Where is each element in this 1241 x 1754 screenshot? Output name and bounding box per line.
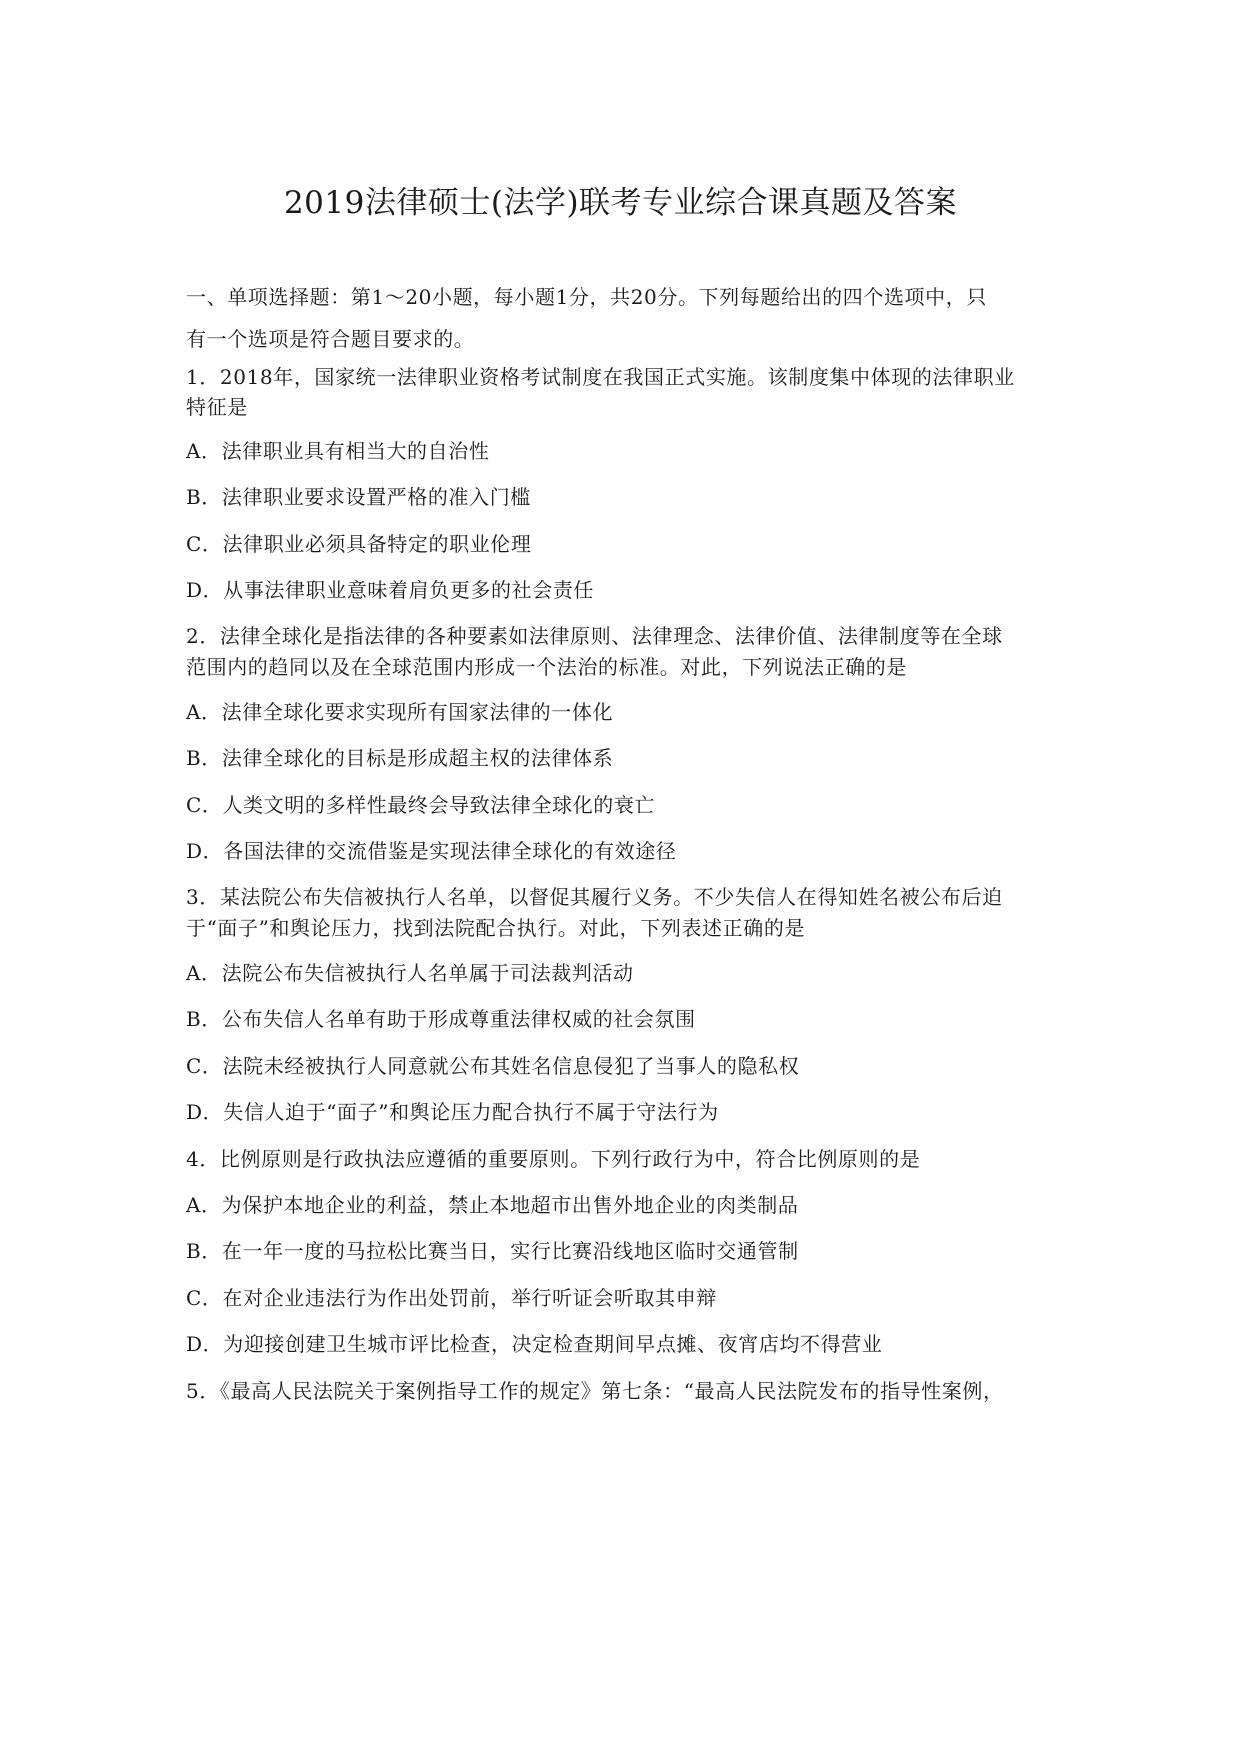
question-1-option-b: B．法律职业要求设置严格的准入门槛 <box>186 485 531 509</box>
question-1-option-a: A．法律职业具有相当大的自治性 <box>186 439 490 463</box>
question-3-stem-line-2: 于“面子”和舆论压力，找到法院配合执行。对此，下列表述正确的是 <box>186 916 806 940</box>
question-3-option-a: A．法院公布失信被执行人名单属于司法裁判活动 <box>186 961 634 985</box>
question-3-stem-line-1: 3．某法院公布失信被执行人名单，以督促其履行义务。不少失信人在得知姓名被公布后迫 <box>186 885 1003 909</box>
question-2-stem-line-2: 范围内的趋同以及在全球范围内形成一个法治的标准。对此，下列说法正确的是 <box>186 655 907 679</box>
section-intro-line-1: 一、单项选择题：第1～20小题，每小题1分，共20分。下列每题给出的四个选项中，只 <box>186 285 987 309</box>
question-3-option-c: C．法院未经被执行人同意就公布其姓名信息侵犯了当事人的隐私权 <box>186 1054 800 1078</box>
question-4-option-d: D．为迎接创建卫生城市评比检查，决定检查期间早点摊、夜宵店均不得营业 <box>186 1332 883 1356</box>
question-2-option-a: A．法律全球化要求实现所有国家法律的一体化 <box>186 700 614 724</box>
question-4-option-b: B．在一年一度的马拉松比赛当日，实行比赛沿线地区临时交通管制 <box>186 1239 799 1263</box>
question-1-option-c: C．法律职业必须具备特定的职业伦理 <box>186 532 532 556</box>
question-4-stem-line-1: 4．比例原则是行政执法应遵循的重要原则。下列行政行为中，符合比例原则的是 <box>186 1147 921 1171</box>
question-1-option-d: D．从事法律职业意味着肩负更多的社会责任 <box>186 578 595 602</box>
question-2-option-d: D．各国法律的交流借鉴是实现法律全球化的有效途径 <box>186 839 677 863</box>
question-3-option-b: B．公布失信人名单有助于形成尊重法律权威的社会氛围 <box>186 1007 696 1031</box>
question-1-stem-line-2: 特征是 <box>186 395 248 419</box>
question-4-option-a: A．为保护本地企业的利益，禁止本地超市出售外地企业的肉类制品 <box>186 1193 799 1217</box>
question-2-option-b: B．法律全球化的目标是形成超主权的法律体系 <box>186 746 614 770</box>
section-intro-line-2: 有一个选项是符合题目要求的。 <box>186 327 475 351</box>
page-title: 2019法律硕士(法学)联考专业综合课真题及答案 <box>283 184 958 221</box>
question-3-option-d: D．失信人迫于“面子”和舆论压力配合执行不属于守法行为 <box>186 1100 719 1124</box>
question-5-stem-line-1: 5．《最高人民法院关于案例指导工作的规定》第七条：“最高人民法院发布的指导性案例， <box>186 1379 1004 1403</box>
question-4-option-c: C．在对企业违法行为作出处罚前，举行听证会听取其申辩 <box>186 1286 717 1310</box>
question-2-stem-line-1: 2．法律全球化是指法律的各种要素如法律原则、法律理念、法律价值、法律制度等在全球 <box>186 624 1003 648</box>
question-1-stem-line-1: 1．2018年，国家统一法律职业资格考试制度在我国正式实施。该制度集中体现的法律职业 <box>186 365 1015 389</box>
question-2-option-c: C．人类文明的多样性最终会导致法律全球化的衰亡 <box>186 793 656 817</box>
